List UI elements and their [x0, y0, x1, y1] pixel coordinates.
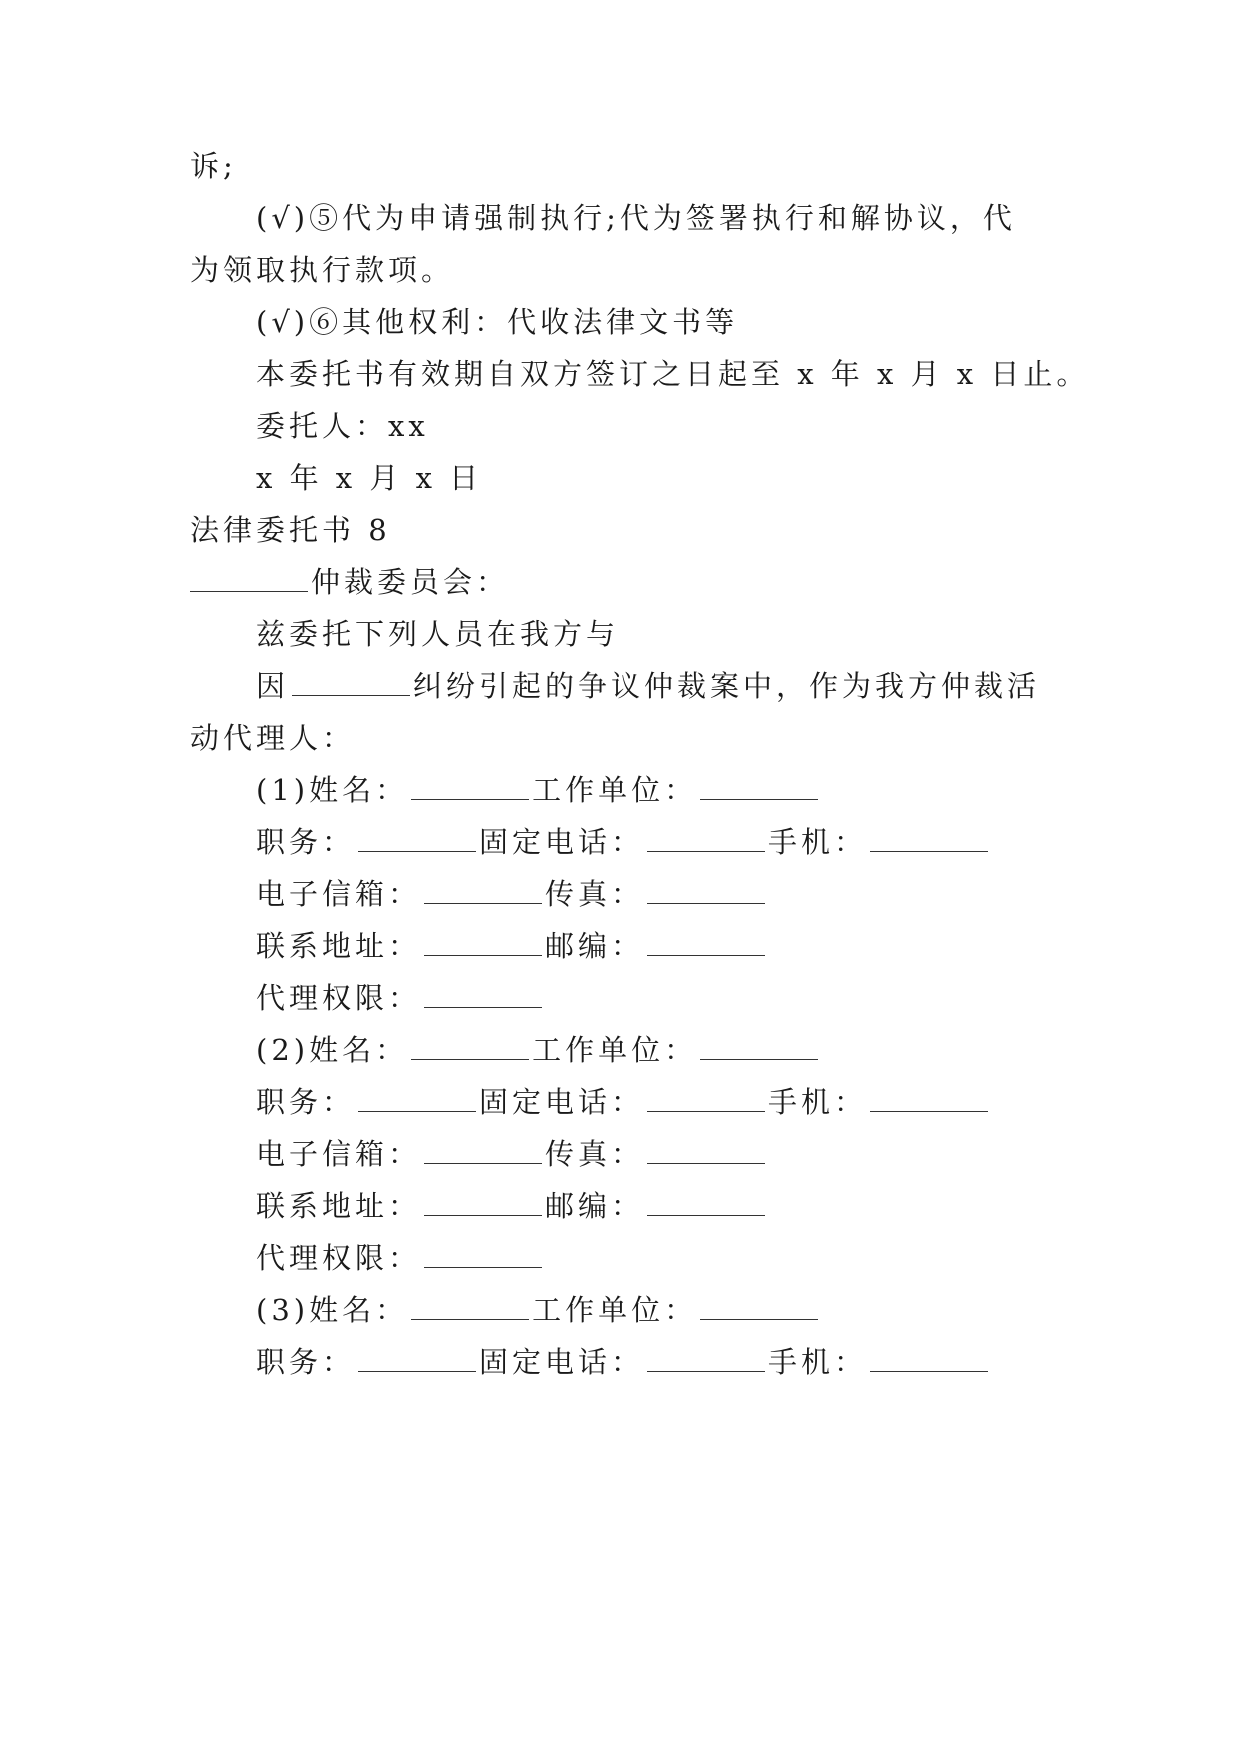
name-field[interactable] [411, 1033, 529, 1060]
arbitration-committee-line: 仲裁委员会： [190, 562, 509, 602]
postcode-field[interactable] [647, 1189, 765, 1216]
fax-field[interactable] [647, 1137, 765, 1164]
position-field[interactable] [358, 1085, 476, 1112]
blank-field[interactable] [292, 669, 410, 696]
address-field[interactable] [424, 929, 542, 956]
mobile-field[interactable] [870, 825, 988, 852]
email-field[interactable] [424, 1137, 542, 1164]
date-line: x 年 x 月 x 日 [256, 461, 483, 495]
agent-authority-row: 代理权限： [256, 978, 545, 1018]
text-line: (√)⑤代为申请强制执行;代为签署执行和解协议，代 [256, 201, 1016, 235]
postcode-field[interactable] [647, 929, 765, 956]
work-unit-field[interactable] [700, 1293, 818, 1320]
mobile-field[interactable] [870, 1345, 988, 1372]
name-field[interactable] [411, 773, 529, 800]
address-field[interactable] [424, 1189, 542, 1216]
text-line: 诉; [190, 149, 237, 183]
intro-line: 动代理人： [190, 721, 356, 755]
agent-name-row: (3)姓名： 工作单位： [256, 1290, 821, 1330]
agent-contact-row: 职务： 固定电话： 手机： [256, 1082, 991, 1122]
fax-field[interactable] [647, 877, 765, 904]
phone-field[interactable] [647, 1345, 765, 1372]
phone-field[interactable] [647, 1085, 765, 1112]
work-unit-field[interactable] [700, 1033, 818, 1060]
intro-line: 兹委托下列人员在我方与 [256, 617, 620, 651]
agent-name-row: (1)姓名： 工作单位： [256, 770, 821, 810]
name-field[interactable] [411, 1293, 529, 1320]
agent-name-row: (2)姓名： 工作单位： [256, 1030, 821, 1070]
email-field[interactable] [424, 877, 542, 904]
text-line: 为领取执行款项。 [190, 253, 455, 287]
authority-field[interactable] [424, 1241, 542, 1268]
position-field[interactable] [358, 1345, 476, 1372]
agent-address-row: 联系地址： 邮编： [256, 1186, 768, 1226]
blank-field[interactable] [190, 565, 308, 592]
agent-authority-row: 代理权限： [256, 1238, 545, 1278]
agent-address-row: 联系地址： 邮编： [256, 926, 768, 966]
agent-email-row: 电子信箱： 传真： [256, 1134, 768, 1174]
agent-contact-row: 职务： 固定电话： 手机： [256, 822, 991, 862]
validity-line: 本委托书有效期自双方签订之日起至 x 年 x 月 x 日止。 [256, 357, 1090, 391]
phone-field[interactable] [647, 825, 765, 852]
principal-line: 委托人：xx [256, 409, 429, 443]
agent-email-row: 电子信箱： 传真： [256, 874, 768, 914]
text-line: (√)⑥其他权利：代收法律文书等 [256, 305, 739, 339]
mobile-field[interactable] [870, 1085, 988, 1112]
dispute-line: 因 纠纷引起的争议仲裁案中，作为我方仲裁活 [256, 669, 1041, 703]
agent-contact-row: 职务： 固定电话： 手机： [256, 1342, 991, 1382]
section-title: 法律委托书 8 [190, 513, 391, 547]
position-field[interactable] [358, 825, 476, 852]
authority-field[interactable] [424, 981, 542, 1008]
work-unit-field[interactable] [700, 773, 818, 800]
